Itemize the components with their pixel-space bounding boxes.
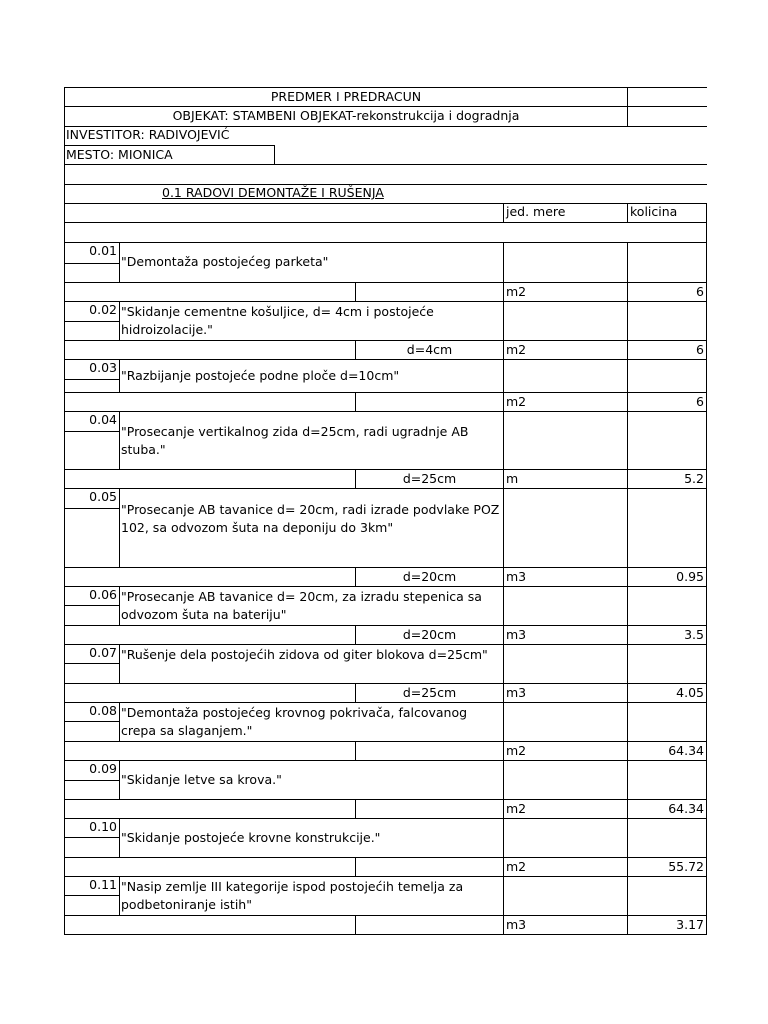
item-number: 0.05: [89, 489, 117, 504]
item-description: "Prosecanje vertikalnog zida d=25cm, radi ugradnje AB stuba.": [121, 424, 469, 457]
investor-label: INVESTITOR: RADIVOJEVIĆ: [66, 127, 230, 142]
item-quantity: 6: [696, 284, 704, 299]
place-label: MESTO: MIONICA: [66, 147, 173, 162]
item-description: "Skidanje letve sa krova.": [121, 772, 282, 787]
item-quantity: 5.2: [684, 471, 704, 486]
item-quantity: 4.05: [676, 685, 704, 700]
item-description: "Nasip zemlje III kategorije ispod postojećih temelja za podbetoniranje istih": [121, 879, 464, 912]
section-title: 0.1 RADOVI DEMONTAŽE I RUŠENJA: [162, 185, 384, 200]
item-number: 0.01: [89, 243, 117, 258]
item-number: 0.07: [89, 645, 117, 660]
item-description: "Prosecanje AB tavanice d= 20cm, radi izrade podvlake POZ 102, sa odvozom šuta na deponiju do 3km": [121, 502, 500, 535]
item-unit: m3: [506, 917, 527, 932]
item-quantity: 6: [696, 394, 704, 409]
item-description: "Demontaža postojećeg parketa": [121, 254, 329, 269]
document-title: PREDMER I PREDRACUN: [270, 89, 422, 104]
item-number: 0.06: [89, 587, 117, 602]
column-header-unit: jed. mere: [506, 204, 566, 219]
item-description: "Razbijanje postojeće podne ploče d=10cm": [121, 368, 400, 383]
item-description: "Demontaža postojećeg krovnog pokrivača, falcovanog crepa sa slaganjem.": [121, 705, 468, 738]
item-unit: m3: [506, 627, 527, 642]
item-quantity: 0.95: [676, 569, 704, 584]
item-number: 0.09: [89, 761, 117, 776]
item-number: 0.11: [89, 877, 117, 892]
item-unit: m2: [506, 801, 527, 816]
item-unit: m: [506, 471, 519, 486]
item-quantity: 55.72: [668, 859, 704, 874]
item-quantity: 64.34: [668, 743, 704, 758]
item-quantity: 64.34: [668, 801, 704, 816]
item-quantity: 6: [696, 342, 704, 357]
item-quantity: 3.5: [684, 627, 704, 642]
item-description: "Skidanje cementne košuljice, d= 4cm i postojeće hidroizolacije.": [121, 304, 434, 337]
item-dimension: d=4cm: [406, 342, 453, 357]
item-quantity: 3.17: [676, 917, 704, 932]
item-unit: m3: [506, 685, 527, 700]
item-description: "Skidanje postojeće krovne konstrukcije.": [121, 830, 381, 845]
item-unit: m2: [506, 859, 527, 874]
column-header-quantity: kolicina: [630, 204, 678, 219]
item-unit: m2: [506, 394, 527, 409]
item-dimension: d=20cm: [402, 627, 457, 642]
item-unit: m2: [506, 284, 527, 299]
item-dimension: d=25cm: [402, 685, 457, 700]
item-unit: m2: [506, 743, 527, 758]
item-number: 0.04: [89, 412, 117, 427]
item-dimension: d=25cm: [402, 471, 457, 486]
item-unit: m3: [506, 569, 527, 584]
item-number: 0.08: [89, 703, 117, 718]
item-unit: m2: [506, 342, 527, 357]
item-description: "Rušenje dela postojećih zidova od giter blokova d=25cm": [121, 647, 488, 662]
object-label: OBJEKAT: STAMBENI OBJEKAT-rekonstrukcija i dogradnja: [172, 108, 520, 123]
item-description: "Prosecanje AB tavanice d= 20cm, za izradu stepenica sa odvozom šuta na bateriju": [121, 589, 482, 622]
item-number: 0.03: [89, 360, 117, 375]
item-dimension: d=20cm: [402, 569, 457, 584]
item-number: 0.10: [89, 819, 117, 834]
item-number: 0.02: [89, 302, 117, 317]
